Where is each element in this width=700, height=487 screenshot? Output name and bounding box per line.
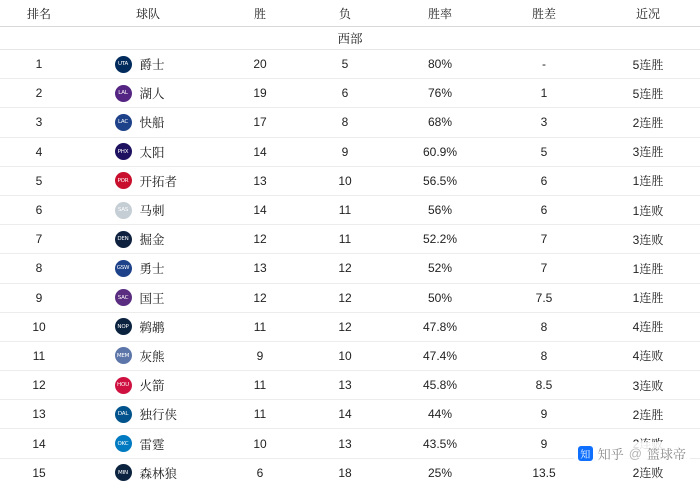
cell-win-pct: 45.8%: [388, 371, 492, 400]
header-pct: 胜率: [388, 0, 492, 27]
cell-team[interactable]: [78, 429, 218, 458]
cell-streak: 2连胜: [596, 108, 700, 137]
team-name: 雷霆: [139, 437, 165, 452]
cell-games-behind: 8: [492, 341, 596, 370]
cell-losses: 12: [302, 254, 388, 283]
team-name: 独行侠: [139, 408, 178, 423]
team-logo-icon: UTA: [115, 56, 132, 73]
cell-wins: 20: [218, 50, 302, 79]
team-name: 太阳: [139, 145, 165, 160]
cell-team[interactable]: [78, 312, 218, 341]
cell-win-pct: 56.5%: [388, 166, 492, 195]
table-row: [0, 341, 700, 370]
team-logo-icon: OKC: [115, 435, 132, 452]
cell-win-pct: 50%: [388, 283, 492, 312]
cell-rank: 4: [0, 137, 78, 166]
cell-games-behind: 6: [492, 195, 596, 224]
cell-wins: 13: [218, 166, 302, 195]
cell-games-behind: 8.5: [492, 371, 596, 400]
table-row: [0, 137, 700, 166]
conference-label: 西部: [0, 27, 700, 50]
cell-losses: 11: [302, 225, 388, 254]
cell-wins: 10: [218, 429, 302, 458]
conference-row: [0, 27, 700, 50]
table-row: [0, 166, 700, 195]
team-name: 快船: [139, 116, 165, 131]
cell-rank: 15: [32, 465, 46, 480]
cell-wins: 13: [218, 254, 302, 283]
cell-wins: 14: [218, 195, 302, 224]
cell-win-pct: 52.2%: [388, 225, 492, 254]
cell-games-behind: 5: [492, 137, 596, 166]
cell-losses: 12: [302, 283, 388, 312]
team-logo-icon: SAS: [115, 202, 132, 219]
cell-team[interactable]: [78, 79, 218, 108]
cell-games-behind: 1: [492, 79, 596, 108]
watermark-author: 篮球帝: [646, 447, 686, 462]
cell-rank: 2: [0, 79, 78, 108]
cell-win-pct: 68%: [388, 108, 492, 137]
cell-win-pct: 47.8%: [388, 312, 492, 341]
cell-games-behind: 6: [492, 166, 596, 195]
cell-games-behind: 9: [492, 429, 596, 458]
cell-wins: 12: [218, 225, 302, 254]
table-row: [0, 254, 700, 283]
cell-streak: 3连败: [596, 225, 700, 254]
cell-games-behind: 7: [492, 225, 596, 254]
table-row: [0, 79, 700, 108]
cell-streak: 2连败: [632, 466, 664, 481]
cell-team[interactable]: [78, 225, 218, 254]
cell-rank: 3: [0, 108, 78, 137]
cell-wins: 11: [218, 312, 302, 341]
cell-losses: 5: [302, 50, 388, 79]
header-team: 球队: [78, 0, 218, 27]
cell-win-pct: 52%: [388, 254, 492, 283]
table-body: [0, 27, 700, 487]
header-wins: 胜: [218, 0, 302, 27]
cell-games-behind: 9: [492, 400, 596, 429]
cell-losses: 13: [302, 429, 388, 458]
cell-streak: 4连胜: [596, 312, 700, 341]
table-row: [0, 400, 700, 429]
cell-win-pct: 44%: [388, 400, 492, 429]
cell-wins: 11: [218, 400, 302, 429]
cell-streak: 5连胜: [596, 79, 700, 108]
cell-losses: 9: [302, 137, 388, 166]
cell-streak: 1连败: [596, 195, 700, 224]
cell-team[interactable]: [78, 400, 218, 429]
cell-games-behind: 8: [492, 312, 596, 341]
cell-losses: 11: [302, 195, 388, 224]
cell-rank: 7: [0, 225, 78, 254]
cell-games-behind: 13.5: [532, 465, 556, 480]
header-rank: 排名: [0, 0, 78, 27]
cell-losses: 8: [302, 108, 388, 137]
cell-losses: 12: [302, 312, 388, 341]
team-name: 勇士: [139, 262, 165, 277]
team-logo-icon: DEN: [115, 231, 132, 248]
zhihu-logo-icon: 知: [578, 446, 593, 461]
cell-games-behind: 7: [492, 254, 596, 283]
header-gb: 胜差: [492, 0, 596, 27]
cell-streak: 5连胜: [596, 50, 700, 79]
cell-team[interactable]: [78, 341, 218, 370]
cell-streak: 1连胜: [596, 283, 700, 312]
team-name: 国王: [139, 291, 165, 306]
cell-games-behind: 3: [492, 108, 596, 137]
cell-streak: 1连胜: [596, 254, 700, 283]
cell-win-pct: 47.4%: [388, 341, 492, 370]
team-logo-icon: NOP: [115, 318, 132, 335]
cell-win-pct: 56%: [388, 195, 492, 224]
cell-team[interactable]: [78, 195, 218, 224]
team-name: 鹈鹕: [139, 320, 165, 335]
team-logo-icon: MIN: [115, 464, 132, 481]
cell-team[interactable]: [78, 50, 218, 79]
cell-win-pct: 25%: [427, 465, 453, 480]
team-name: 掘金: [139, 233, 165, 248]
cell-team[interactable]: [78, 458, 218, 487]
cell-streak: 3连胜: [596, 137, 700, 166]
cell-rank: 12: [0, 371, 78, 400]
cell-rank: 1: [0, 50, 78, 79]
cell-rank: 5: [0, 166, 78, 195]
team-logo-icon: HOU: [115, 377, 132, 394]
cell-rank: 14: [0, 429, 78, 458]
cell-win-pct: 76%: [388, 79, 492, 108]
cell-team[interactable]: [78, 137, 218, 166]
cell-team[interactable]: [78, 108, 218, 137]
cell-wins: 6: [256, 465, 264, 480]
cell-rank: 8: [0, 254, 78, 283]
team-logo-icon: SAC: [115, 289, 132, 306]
cell-streak: 3连败: [596, 371, 700, 400]
team-logo-icon: GSW: [115, 260, 132, 277]
cell-team[interactable]: [78, 166, 218, 195]
header-streak: 近况: [596, 0, 700, 27]
cell-wins: 9: [218, 341, 302, 370]
cell-team[interactable]: [78, 283, 218, 312]
table-header: [0, 0, 700, 27]
cell-rank: 10: [0, 312, 78, 341]
cell-streak: 2连胜: [596, 400, 700, 429]
cell-team[interactable]: [78, 254, 218, 283]
team-logo-icon: LAL: [115, 85, 132, 102]
watermark: [574, 442, 690, 465]
table-row: [0, 312, 700, 341]
team-logo-icon: LAC: [115, 114, 132, 131]
cell-games-behind: 7.5: [492, 283, 596, 312]
team-logo-icon: POR: [115, 172, 132, 189]
team-name: 火箭: [139, 379, 165, 394]
table-row: [0, 225, 700, 254]
cell-win-pct: 43.5%: [388, 429, 492, 458]
table-row: [0, 195, 700, 224]
table-row: [0, 371, 700, 400]
cell-team[interactable]: [78, 371, 218, 400]
cell-games-behind: -: [492, 50, 596, 79]
cell-wins: 11: [218, 371, 302, 400]
team-name: 马刺: [139, 204, 165, 219]
cell-streak: 4连败: [596, 341, 700, 370]
cell-wins: 19: [218, 79, 302, 108]
watermark-separator: @: [628, 446, 642, 461]
header-row: [0, 0, 700, 27]
cell-losses: 13: [302, 371, 388, 400]
cell-rank: 13: [0, 400, 78, 429]
team-logo-icon: PHX: [115, 143, 132, 160]
team-name: 湖人: [139, 87, 165, 102]
cell-wins: 12: [218, 283, 302, 312]
cell-wins: 17: [218, 108, 302, 137]
cell-win-pct: 60.9%: [388, 137, 492, 166]
cell-rank: 6: [0, 195, 78, 224]
table-row: [0, 108, 700, 137]
cell-losses: 10: [302, 341, 388, 370]
team-name: 灰熊: [139, 349, 165, 364]
cell-wins: 14: [218, 137, 302, 166]
team-name: 爵士: [139, 58, 165, 73]
team-name: 开拓者: [139, 174, 178, 189]
cell-win-pct: 80%: [388, 50, 492, 79]
cell-losses: 10: [302, 166, 388, 195]
table-row: [0, 283, 700, 312]
cell-streak: 1连胜: [596, 166, 700, 195]
cell-losses: 6: [302, 79, 388, 108]
cell-losses: 18: [338, 465, 352, 480]
cell-rank: 9: [0, 283, 78, 312]
header-losses: 负: [302, 0, 388, 27]
cell-rank: 11: [0, 341, 78, 370]
team-logo-icon: MEM: [115, 347, 132, 364]
team-logo-icon: DAL: [115, 406, 132, 423]
table-row: [0, 50, 700, 79]
cell-losses: 14: [302, 400, 388, 429]
team-name: 森林狼: [139, 466, 178, 481]
watermark-site: 知乎: [597, 447, 624, 462]
